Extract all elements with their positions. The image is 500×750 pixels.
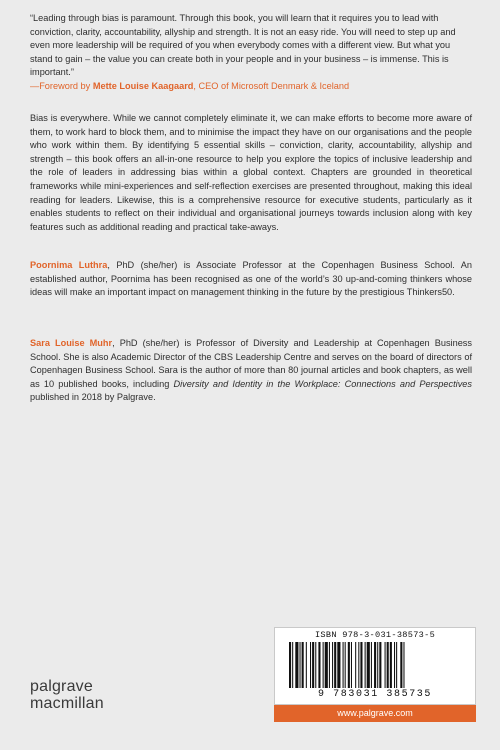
barcode-bar	[371, 642, 372, 688]
isbn-barcode	[274, 627, 476, 705]
author-name-muhr: Sara Louise Muhr	[30, 338, 113, 348]
quote-text: “Leading through bias is paramount. Through this book, you will learn that it requires you to lead with conviction, clarity, accountability, allyship and strength. It is not an easy ride. You will need to step up and even more leadership will be required of you when everybody comes with a different view. But what you stand to gain – the value you can create both in your people and in your business – is immense. This is important.”	[30, 13, 456, 78]
barcode-bar	[400, 642, 402, 688]
barcode-bar	[390, 642, 392, 688]
barcode-bar	[343, 642, 344, 688]
logo-line-macmillan: macmillan	[30, 695, 104, 712]
isbn-label: ISBN 978-3-031-38573-5	[314, 630, 436, 640]
author-bio-text-muhr: , PhD (she/her) is Professor of Diversity and Leadership at Copenhagen Business School. She is also Academic Director of the CBS Leadership Centre and serves on the board of directors of Copenhagen Business School. Sara is the author of more than 80 journal articles and book chapters, as well as 10 published books, including	[30, 338, 472, 389]
barcode-bar	[310, 642, 311, 688]
author-bio-muhr	[30, 337, 472, 405]
barcode-bar	[318, 642, 320, 688]
barcode-bar	[351, 642, 352, 688]
barcode-bar	[348, 642, 350, 688]
barcode-bar	[367, 642, 370, 688]
barcode-bar	[365, 642, 366, 688]
author-bio-text-luthra: , PhD (she/her) is Associate Professor at the Copenhagen Business School. An established author, Poornima has been recognised as one of the world’s 30 up-and-coming thinkers whose ideas will make an important impact on management thinking in the future by the prestigious Thinkers50.	[30, 260, 472, 298]
barcode-bar	[345, 642, 346, 688]
barcode-bar	[325, 642, 328, 688]
barcode-bar	[302, 642, 304, 688]
barcode-bar	[403, 642, 404, 688]
barcode-bars	[289, 642, 461, 688]
barcode-bar	[312, 642, 314, 688]
barcode-bar	[306, 642, 307, 688]
book-description: Bias is everywhere. While we cannot completely eliminate it, we can make efforts to become more aware of them, to work hard to block them, and to minimise the impact they have on our organisations and the people who work within them. By identifying 5 essential skills – conviction, clarity, accountability, allyship and strength – this book offers an all-in-one resource to help you explore the topics of inclusive leadership and the role of leaders in addressing bias within a global context. Chapters are grounded in theoretical frameworks while mini-experiences and self-reflection exercises are presented throughout, making this ideal reading for leaders. Likewise, this is a comprehensive resource for executive students, particularly as it enables students to reflect on their individual and organisational journeys towards inclusion along with key features such as additional reading and practical take-aways.	[30, 113, 472, 232]
barcode-bar	[323, 642, 324, 688]
barcode-bar	[292, 642, 293, 688]
attribution-prefix: —Foreword by	[30, 80, 93, 91]
logo-line-palgrave: palgrave	[30, 678, 93, 695]
palgrave-macmillan-logo	[30, 678, 104, 712]
barcode-bar	[379, 642, 381, 688]
barcode-bar	[377, 642, 378, 688]
barcode-bar	[358, 642, 359, 688]
barcode-bar	[332, 642, 333, 688]
isbn-digits: 9 783031 385735	[317, 689, 432, 700]
barcode-bar	[334, 642, 336, 688]
barcode-bar	[295, 642, 298, 688]
barcode-bar	[374, 642, 376, 688]
barcode-bar	[396, 642, 397, 688]
barcode-bar	[394, 642, 395, 688]
publisher-url[interactable]: www.palgrave.com	[274, 705, 476, 722]
barcode-bar	[387, 642, 389, 688]
author-bio-luthra	[30, 259, 472, 300]
barcode-bar	[360, 642, 362, 688]
barcode-bar	[289, 642, 291, 688]
barcode-bar	[329, 642, 330, 688]
author-bio-end-muhr: published in 2018 by Palgrave.	[30, 392, 156, 403]
barcode-bar	[355, 642, 356, 688]
barcode-bar	[315, 642, 316, 688]
author-name-luthra: Poornima Luthra	[30, 260, 108, 270]
barcode-bar	[337, 642, 340, 688]
quote-attribution	[30, 81, 349, 91]
barcode-bar	[300, 642, 301, 688]
book-title-reference: Diversity and Identity in the Workplace: Connections and Perspectives	[173, 378, 472, 389]
endorsement-quote	[30, 12, 472, 94]
barcode-bar	[385, 642, 386, 688]
attribution-role: , CEO of Microsoft Denmark & Iceland	[193, 80, 350, 91]
attribution-name: Mette Louise Kaagaard	[92, 80, 194, 91]
